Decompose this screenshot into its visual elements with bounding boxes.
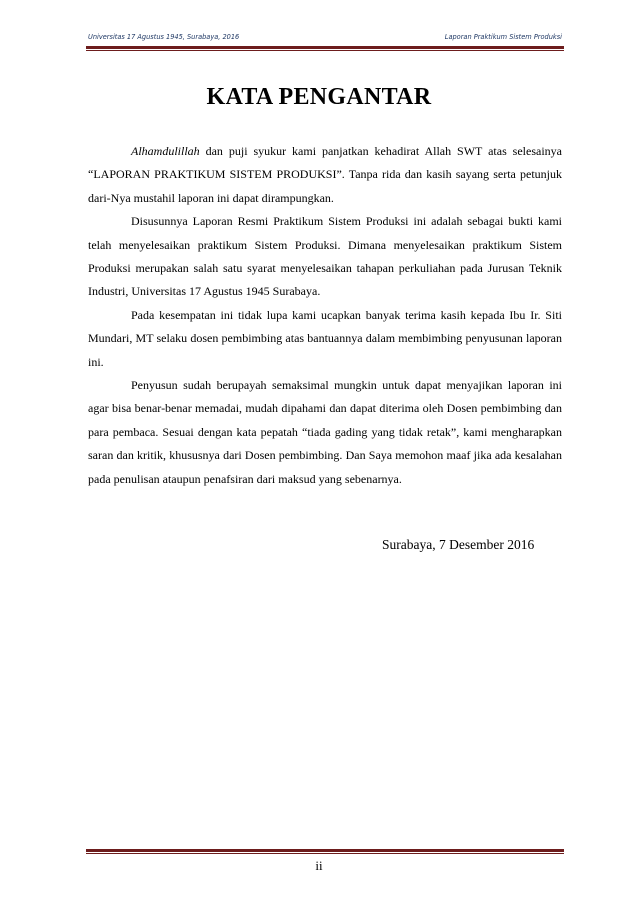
paragraph-1-text: dan puji syukur kami panjatkan kehadirat Allah SWT atas selesainya “LAPORAN PRAKTIKUM SISTEM PRODUKSI”. Tanpa rida dan kasih sayang serta petunjuk dari-Nya mustahil laporan ini dapat dirampungkan. [88, 144, 562, 205]
page-title: KATA PENGANTAR [206, 84, 432, 110]
header-rule [86, 46, 564, 51]
footer-rule [86, 849, 564, 854]
header-institution: Universitas 17 Agustus 1945, Surabaya, 2016 [88, 33, 240, 41]
body-text [88, 140, 562, 491]
paragraph-1 [88, 140, 562, 210]
signoff-place-date: Surabaya, 7 Desember 2016 [382, 537, 535, 552]
paragraph-1-italic: Alhamdulillah [131, 144, 200, 158]
paragraph-4: Penyusun sudah berupayah semaksimal mungkin untuk dapat menyajikan laporan ini agar bisa benar-benar memadai, mudah dipahami dan dapat diterima oleh Dosen pembimbing dan para pembaca. Sesuai dengan kata pepatah “tiada gading yang tidak retak”, kami mengharapkan saran dan kritik, khususnya dari Dosen pembimbing. Dan Saya memohon maaf jika ada kesalahan pada penulisan ataupun penafsiran dari maksud yang sebenarnya. [88, 378, 562, 486]
page-number: ii [315, 858, 323, 873]
header-report-title: Laporan Praktikum Sistem Produksi [444, 33, 562, 41]
paragraph-2: Disusunnya Laporan Resmi Praktikum Sistem Produksi ini adalah sebagai bukti kami telah menyelesaikan praktikum Sistem Produksi. Dimana menyelesaikan praktikum Sistem Produksi merupakan salah satu syarat menyelesaikan tahapan perkuliahan pada Jurusan Teknik Industri, Universitas 17 Agustus 1945 Surabaya. [88, 214, 562, 299]
paragraph-3: Pada kesempatan ini tidak lupa kami ucapkan banyak terima kasih kepada Ibu Ir. Siti Mundari, MT selaku dosen pembimbing atas bantuannya dalam membimbing penyusunan laporan ini. [88, 307, 562, 369]
